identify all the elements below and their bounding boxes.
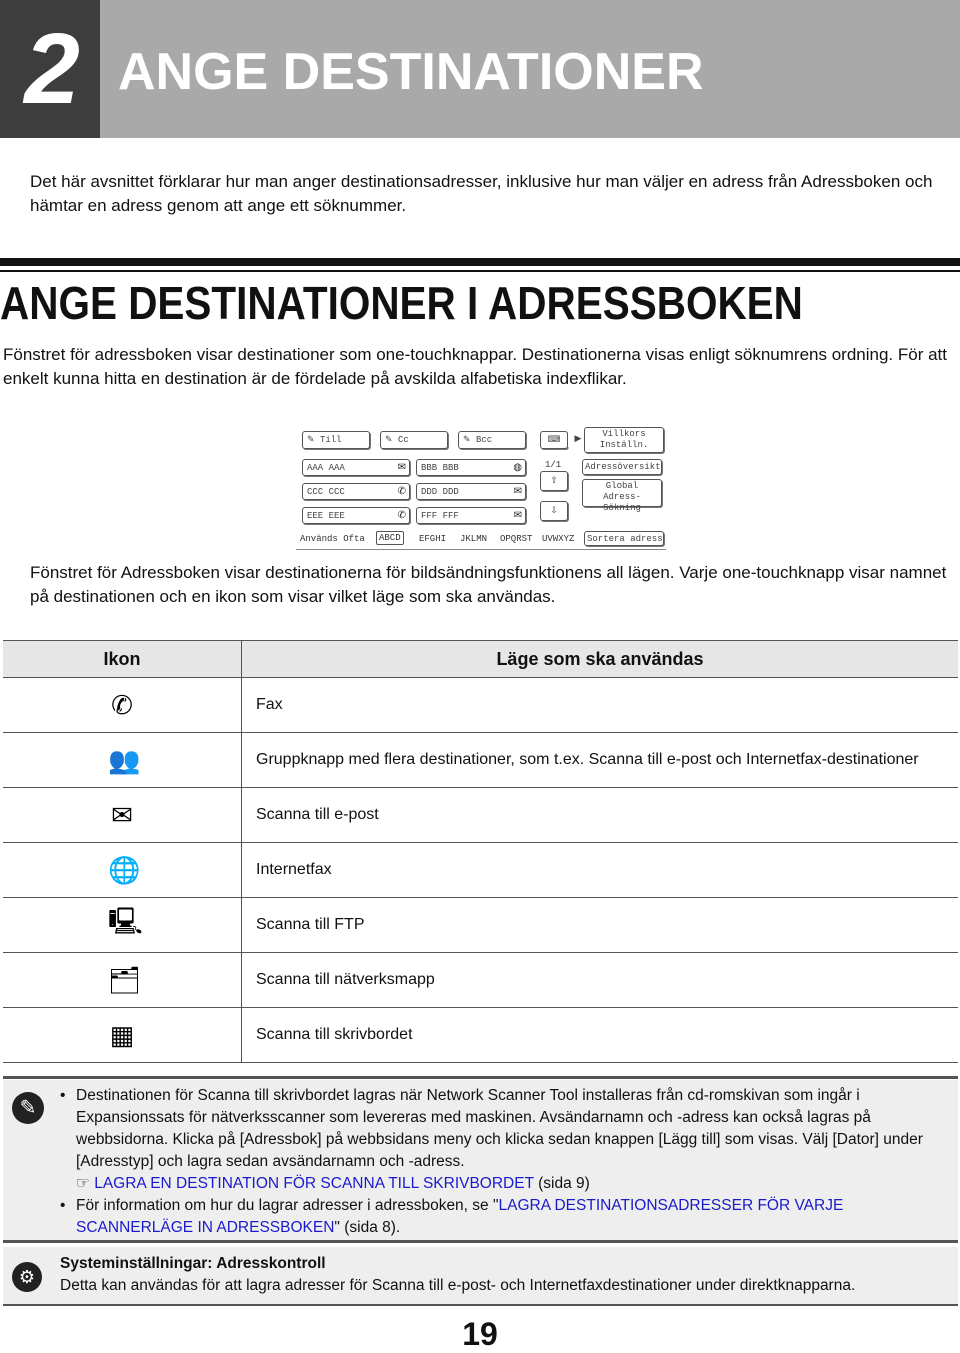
bcc-button[interactable] (458, 431, 526, 449)
tab-abcd[interactable]: ABCD (376, 531, 404, 545)
edit-icon: ✎ (463, 435, 471, 445)
bcc-label: Bcc (475, 435, 493, 445)
icon-cell (3, 898, 242, 953)
address-entry-button[interactable] (540, 431, 568, 449)
reference-page: (sida 9) (533, 1175, 590, 1192)
scan-email-icon: ✉ (513, 487, 522, 498)
scroll-down-button[interactable] (540, 501, 568, 521)
edit-icon: ✎ (385, 435, 393, 445)
panel-description: Fönstret för Adressboken visar destinationerna för bildsändningsfunktionens all lägen. Varje one-touchknapp visar namnet på destinationen och en ikon som visar vilket läge som ska användas. (30, 563, 947, 606)
address-entry[interactable] (416, 507, 526, 524)
table-row (3, 788, 958, 843)
entry-label: DDD DDD (421, 487, 459, 497)
table-header-row (3, 641, 958, 678)
note-list (60, 1085, 950, 1239)
address-entry[interactable] (302, 483, 410, 500)
note-bullet (60, 1195, 950, 1239)
to-label: Till (319, 435, 342, 445)
scan-email-icon: ✉ (111, 799, 133, 830)
fax-icon: ✆ (397, 487, 406, 498)
cc-button[interactable] (380, 431, 448, 449)
table-row (3, 898, 958, 953)
arrow-up-icon: ⇧ (550, 476, 558, 486)
icon-cell (3, 843, 242, 898)
icon-cell (3, 678, 242, 733)
icon-cell (3, 733, 242, 788)
tab-frequent[interactable]: Används Ofta (300, 534, 365, 544)
settings-note-text: Detta kan användas för att lagra adresser för Scanna till e-post- och Internetfaxdestinationer under direktknapparna. (60, 1277, 856, 1294)
mode-cell: Internetfax (242, 843, 959, 898)
section-description: Fönstret för adressboken visar destinationer som one-touchknappar. Destinationerna visas enligt söknumrens ordning. För att enkelt kunna hitta en destination är de fördelade på avskilda alfabetiska indexflikar. (3, 345, 947, 388)
entry-label: FFF FFF (421, 511, 459, 521)
reference-link[interactable]: LAGRA DESTINATIONSADRESSER FÖR VARJE SCANNERLÄGE IN ADRESSBOKEN (76, 1197, 844, 1236)
fax-icon: ✆ (111, 689, 133, 720)
note-text-end: " (sida 8). (334, 1219, 401, 1236)
tab-efghi[interactable]: EFGHI (419, 534, 447, 544)
scan-email-icon: ✉ (513, 511, 522, 522)
tab-opqrst[interactable]: OPQRST (500, 534, 533, 544)
table-row (3, 1008, 958, 1063)
reference-icon: ☞ (76, 1175, 90, 1192)
desktop-icon: ▦ (109, 1019, 135, 1050)
arrow-right-icon: ▶ (574, 434, 582, 444)
scroll-up-button[interactable] (540, 471, 568, 491)
note-text: För information om hur du lagrar adresser i adressboken, se " (76, 1197, 499, 1214)
note-top-bar (3, 1076, 958, 1079)
edit-icon: ✎ (307, 435, 315, 445)
global-search-button[interactable]: Global Adress- Sökning (582, 479, 662, 507)
chapter-number: 2 (0, 0, 100, 138)
section-title: ANGE DESTINATIONER I ADRESSBOKEN (0, 277, 803, 329)
intro-paragraph: Det här avsnittet förklarar hur man anger destinationsadresser, inklusive hur man väljer en adress från Adressboken och hämtar en adress genom att ange ett söknummer. (30, 172, 933, 215)
note-bullet (60, 1085, 950, 1195)
scan-email-icon: ✉ (397, 463, 406, 474)
chapter-title: ANGE DESTINATIONER (118, 43, 704, 101)
page-number: 19 (462, 1316, 498, 1352)
fax-icon: ✆ (397, 511, 406, 522)
reference-link[interactable]: LAGRA EN DESTINATION FÖR SCANNA TILL SKRIVBORDET (94, 1175, 534, 1192)
address-entry[interactable] (416, 459, 526, 476)
icon-cell (3, 788, 242, 843)
mode-cell: Fax (242, 678, 959, 733)
entry-label: EEE EEE (307, 511, 345, 521)
mode-cell: Gruppknapp med flera destinationer, som t.ex. Scanna till e-post och Internetfax-destinationer (242, 733, 959, 788)
section-rule-thin (0, 270, 960, 272)
entry-label: BBB BBB (421, 463, 459, 473)
address-review-button[interactable]: Adressöversikt (582, 459, 662, 475)
network-folder-icon: 🗂 (108, 964, 142, 995)
tab-uvwxyz[interactable]: UVWXYZ (542, 534, 575, 544)
note-divider-bar (3, 1240, 958, 1243)
table-row (3, 843, 958, 898)
internet-fax-icon: ◍ (513, 463, 522, 474)
note-text: Destinationen för Scanna till skrivbordet lagras när Network Scanner Tool installeras från cd-romskivan som ingår i Expansionssats för nätverksscanner som levereras med maskinen. Avsändarnamn och -adress kan också lagras på webbsidorna. Klicka på [Adressbok] på webbsidans meny och klicka sedan knappen [Lägg till] som visas. Välj [Dator] under [Adresstyp] och lagra sedan avsändarnamn och -adress. (76, 1087, 923, 1170)
ftp-icon: 🖳 (108, 906, 143, 936)
address-entry[interactable] (302, 507, 410, 524)
panel-divider (296, 549, 666, 550)
icon-cell (3, 953, 242, 1008)
table-row (3, 733, 958, 788)
settings-note-title: Systeminställningar: Adresskontroll (60, 1255, 326, 1272)
icon-mode-table (3, 640, 958, 1063)
mode-cell: Scanna till skrivbordet (242, 1008, 959, 1063)
entry-label: CCC CCC (307, 487, 345, 497)
settings-gear-icon: ⚙ (12, 1262, 42, 1292)
table-row (3, 678, 958, 733)
section-rule (0, 258, 960, 266)
group-icon: 👥 (108, 744, 141, 775)
arrow-down-icon: ⇩ (550, 506, 558, 516)
mode-cell: Scanna till e-post (242, 788, 959, 843)
page-indicator: 1/1 (545, 460, 562, 470)
conditions-button[interactable]: Villkors Inställn. (584, 427, 664, 453)
note-bottom-bar (3, 1304, 958, 1306)
tab-jklmn[interactable]: JKLMN (460, 534, 488, 544)
address-book-panel (296, 425, 666, 550)
entry-label: AAA AAA (307, 463, 345, 473)
address-entry[interactable] (416, 483, 526, 500)
header-icon: Ikon (3, 641, 242, 678)
pencil-icon: ✎ (12, 1092, 44, 1124)
sort-address-button[interactable]: Sortera adress (584, 531, 664, 546)
to-button[interactable] (302, 431, 370, 449)
cc-label: Cc (397, 435, 409, 445)
mode-cell: Scanna till FTP (242, 898, 959, 953)
address-entry[interactable] (302, 459, 410, 476)
keyboard-icon: ⌨ (547, 435, 561, 445)
mode-cell: Scanna till nätverksmapp (242, 953, 959, 1008)
icon-cell (3, 1008, 242, 1063)
internet-fax-icon: 🌐 (108, 854, 141, 885)
header-mode: Läge som ska användas (242, 641, 959, 678)
table-row (3, 953, 958, 1008)
